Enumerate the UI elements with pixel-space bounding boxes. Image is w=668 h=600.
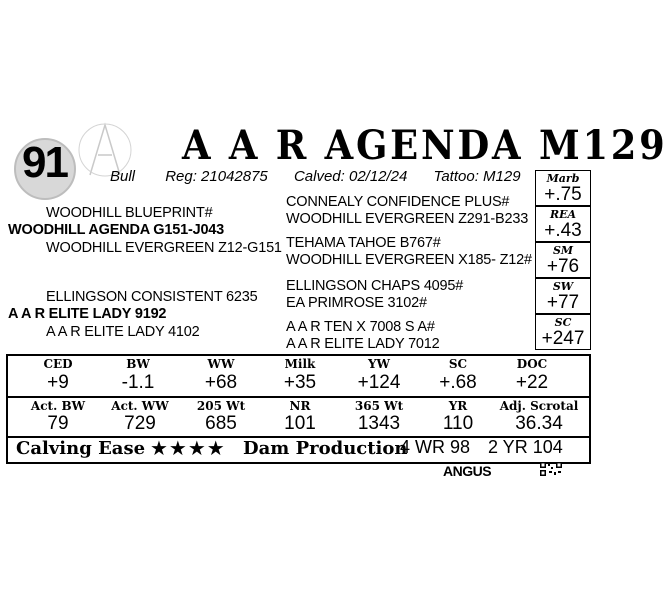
epd-sc-label: SC bbox=[554, 316, 572, 329]
animal-name: A A R AGENDA M129 bbox=[182, 122, 668, 169]
pedigree-r6: EA PRIMROSE 3102# bbox=[286, 295, 427, 311]
hdr-doc: DOC bbox=[516, 357, 548, 371]
calving-ease-stars: ★★★★ bbox=[150, 438, 226, 460]
hdr-ced: CED bbox=[43, 357, 73, 371]
table-divider bbox=[8, 396, 589, 398]
pedigree-r1: CONNEALY CONFIDENCE PLUS# bbox=[286, 194, 510, 210]
dam-dam: A A R ELITE LADY 4102 bbox=[46, 324, 200, 340]
val-yr: 110 bbox=[442, 413, 474, 434]
tattoo: Tattoo: M129 bbox=[433, 168, 521, 185]
epd-sc-box bbox=[535, 314, 591, 350]
sire-sire: WOODHILL BLUEPRINT# bbox=[46, 205, 213, 221]
hdr-yr: YR bbox=[448, 399, 468, 413]
dam: A A R ELITE LADY 9192 bbox=[8, 306, 167, 322]
val-yw: +124 bbox=[357, 372, 401, 393]
pedigree-r3: TEHAMA TAHOE B767# bbox=[286, 235, 441, 251]
dam-production-label: Dam Production bbox=[243, 438, 408, 459]
val-act-ww: 729 bbox=[124, 413, 156, 434]
pedigree-r2: WOODHILL EVERGREEN Z291-B233 bbox=[286, 211, 529, 227]
hdr-yw: YW bbox=[367, 357, 391, 371]
reg-number: Reg: 21042875 bbox=[165, 168, 268, 185]
pedigree-r8: A A R ELITE LADY 7012 bbox=[286, 336, 440, 352]
dam-production-yr: 2 YR 104 bbox=[488, 437, 563, 457]
dam-sire: ELLINGSON CONSISTENT 6235 bbox=[46, 289, 258, 305]
sex: Bull bbox=[110, 168, 136, 185]
val-bw: -1.1 bbox=[121, 372, 155, 393]
epd-rea-value: +.43 bbox=[544, 220, 582, 241]
qr-code-icon bbox=[540, 462, 562, 476]
calved-date: Calved: 02/12/24 bbox=[293, 168, 408, 185]
val-ced: +9 bbox=[47, 372, 69, 393]
epd-marb-label: Marb bbox=[546, 172, 580, 185]
epd-sw-value: +77 bbox=[546, 292, 580, 313]
hdr-sc: SC bbox=[448, 357, 468, 371]
epd-rea-label: REA bbox=[549, 208, 577, 221]
val-ww: +68 bbox=[204, 372, 238, 393]
hdr-365-wt: 365 Wt bbox=[354, 399, 404, 413]
val-adj-scrotal: 36.34 bbox=[515, 413, 563, 434]
val-365-wt: 1343 bbox=[357, 413, 401, 434]
epd-sc-value: +247 bbox=[541, 328, 585, 349]
val-sc: +.68 bbox=[439, 372, 477, 393]
epd-sw-label: SW bbox=[552, 280, 574, 293]
val-nr: 101 bbox=[284, 413, 316, 434]
hdr-milk: Milk bbox=[284, 357, 316, 371]
epd-sm-label: SM bbox=[552, 244, 574, 257]
hdr-bw: BW bbox=[126, 357, 150, 371]
calving-ease-label: Calving Ease bbox=[16, 438, 146, 459]
hdr-nr: NR bbox=[289, 399, 311, 413]
pedigree-r4: WOODHILL EVERGREEN X185- Z12# bbox=[286, 252, 532, 268]
val-act-bw: 79 bbox=[47, 413, 69, 434]
pedigree-r7: A A R TEN X 7008 S A# bbox=[286, 319, 435, 335]
angus-logo: ANGUS bbox=[443, 463, 492, 479]
lot-number: 91 bbox=[22, 138, 67, 187]
registration-line bbox=[110, 168, 521, 185]
sire: WOODHILL AGENDA G151-J043 bbox=[8, 222, 225, 238]
epd-marb-box bbox=[535, 170, 591, 206]
epd-rea-box bbox=[535, 206, 591, 242]
dam-production-wr: 4 WR 98 bbox=[400, 437, 471, 457]
pedigree-r5: ELLINGSON CHAPS 4095# bbox=[286, 278, 464, 294]
val-milk: +35 bbox=[283, 372, 317, 393]
epd-sm-box bbox=[535, 242, 591, 278]
hdr-act-ww: Act. WW bbox=[111, 399, 169, 413]
sire-dam: WOODHILL EVERGREEN Z12-G151 bbox=[46, 240, 282, 256]
hdr-adj-scrotal: Adj. Scrotal bbox=[499, 399, 579, 413]
hdr-ww: WW bbox=[207, 357, 235, 371]
hdr-205-wt: 205 Wt bbox=[196, 399, 246, 413]
epd-marb-value: +.75 bbox=[544, 184, 582, 205]
epd-sw-box bbox=[535, 278, 591, 314]
val-doc: +22 bbox=[515, 372, 549, 393]
hdr-act-bw: Act. BW bbox=[30, 399, 86, 413]
val-205-wt: 685 bbox=[205, 413, 237, 434]
epd-sm-value: +76 bbox=[546, 256, 580, 277]
